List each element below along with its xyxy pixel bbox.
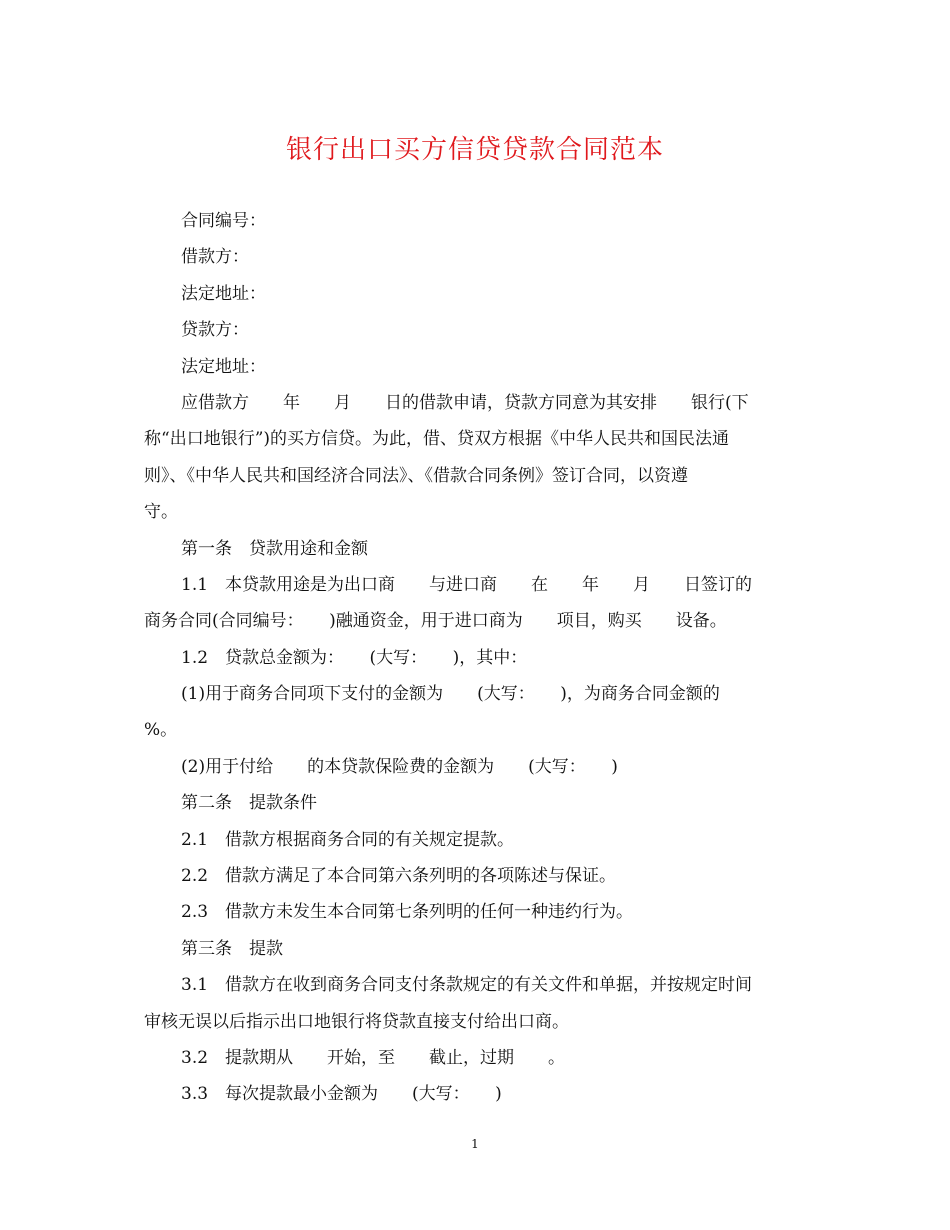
lender-address-label: 法定地址：: [181, 356, 266, 377]
clause-1-2-item-2: (2)用于付给 的本贷款保险费的金额为 (大写： ): [181, 756, 618, 777]
clause-3-3: 3.3 每次提款最小金额为 (大写： ): [181, 1084, 502, 1105]
clause-1-1-line-2: 商务合同(合同编号： )融通资金，用于进口商为 项目，购买 设备。: [144, 611, 727, 632]
contract-body: [144, 203, 808, 1113]
borrower-address-label: 法定地址：: [181, 283, 266, 304]
clause-2-2: 2.2 借款方满足了本合同第六条列明的各项陈述与保证。: [181, 866, 617, 887]
preamble-line-2: 称“出口地银行”)的买方信贷。为此，借、贷双方根据《中华人民共和国民法通: [144, 429, 730, 450]
clause-3-1-line-1: 3.1 借款方在收到商务合同支付条款规定的有关文件和单据，并按规定时间: [181, 975, 753, 996]
article-2-heading: 第二条 提款条件: [181, 793, 317, 814]
article-1-heading: 第一条 贷款用途和金额: [181, 538, 368, 559]
page-number: 1: [471, 1137, 479, 1151]
clause-3-2: 3.2 提款期从 开始，至 截止，过期 。: [181, 1047, 566, 1068]
clause-2-3: 2.3 借款方未发生本合同第七条列明的任何一种违约行为。: [181, 902, 634, 923]
clause-3-1-line-2: 审核无误以后指示出口地银行将贷款直接支付给出口商。: [144, 1011, 569, 1032]
contract-number-label: 合同编号：: [181, 211, 266, 231]
lender-label: 贷款方：: [181, 320, 249, 341]
clause-1-1-line-1: 1.1 本贷款用途是为出口商 与进口商 在 年 月 日签订的: [181, 574, 753, 595]
clause-2-1: 2.1 借款方根据商务合同的有关规定提款。: [181, 829, 515, 850]
preamble-line-4: 守。: [144, 502, 178, 523]
document-title: 银行出口买方信贷贷款合同范本: [285, 135, 664, 165]
clause-1-2-item-1-line-1: (1)用于商务合同项下支付的金额为 (大写： )，为商务合同金额的: [181, 684, 720, 705]
preamble-line-1: 应借款方 年 月 日的借款申请，贷款方同意为其安排 银行(下: [181, 392, 749, 413]
clause-1-2-item-1-line-2: %。: [144, 720, 178, 741]
article-3-heading: 第三条 提款: [181, 938, 283, 959]
borrower-label: 借款方：: [181, 247, 249, 268]
clause-1-2: 1.2 贷款总金额为： (大写： )，其中：: [181, 647, 528, 668]
preamble-line-3: 则》、《中华人民共和国经济合同法》、《借款合同条例》签订合同，以资遵: [144, 465, 688, 486]
